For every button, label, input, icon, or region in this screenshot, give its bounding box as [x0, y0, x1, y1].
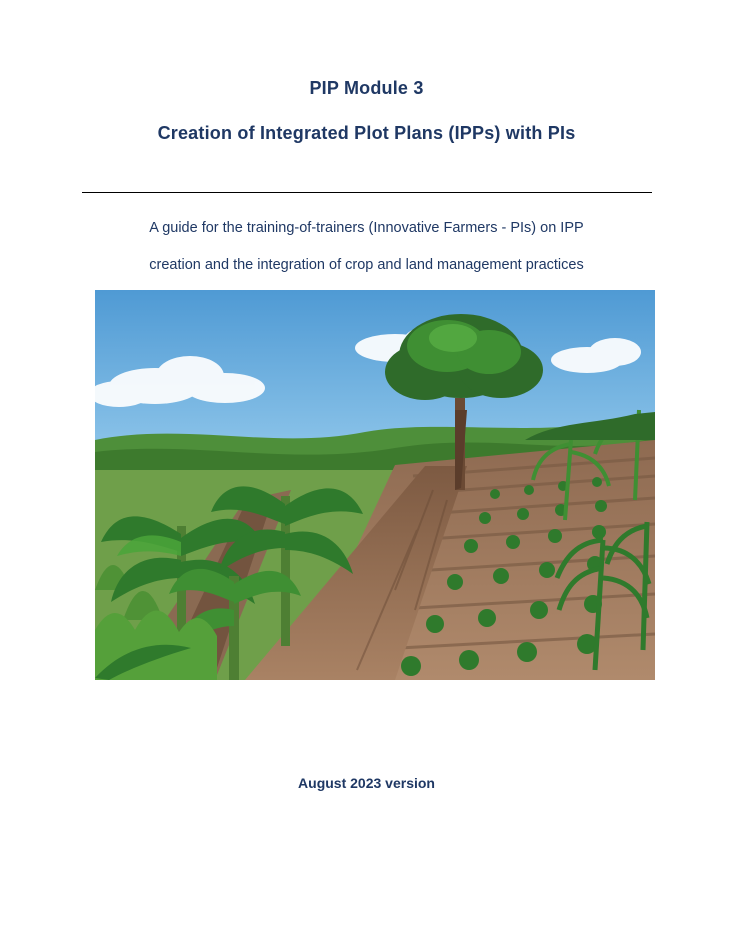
cover-illustration [95, 290, 655, 680]
subtitle-line-1: A guide for the training-of-trainers (Innovative Farmers - PIs) on IPP [149, 220, 584, 236]
title-block [0, 78, 733, 144]
subtitle-block [90, 210, 643, 284]
version-label: August 2023 version [298, 775, 435, 791]
subtitle-line-2: creation and the integration of crop and land management practices [149, 256, 584, 273]
page-subtitle-title: Creation of Integrated Plot Plans (IPPs) with PIs [157, 123, 576, 143]
cover-illustration-svg [95, 290, 655, 680]
horizontal-rule [82, 192, 652, 193]
page-title: PIP Module 3 [309, 78, 424, 98]
